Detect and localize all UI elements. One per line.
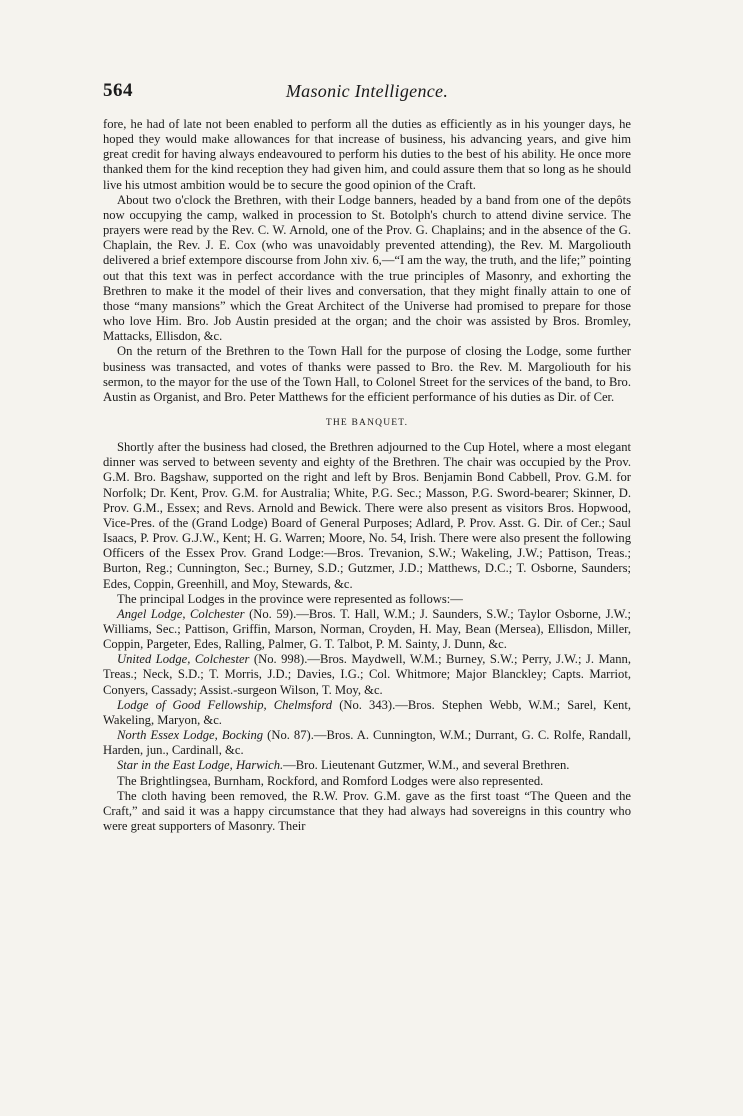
section-heading: THE BANQUET. [325,417,409,428]
article-body [103,117,631,834]
paragraph: Shortly after the business had closed, the Brethren adjourned to the Cup Hotel, where a most elegant dinner was served to between seventy and eighty of the Brethren. The chair was occupied by the Prov. G.M. Bro. Bagshaw, supported on the right and left by Bros. Benjamin Bond Cabbell, Prov. G.M. for Norfolk; Dr. Kent, Prov. G.M. for Australia; White, P.G. Sec.; Masson, P.G. Sword-bearer; Skinner, D. Prov. G.M., Essex; and Revs. Arnold and Bewick. There were also present as visitors Bros. Hopwood, Vice-Pres. of the (Grand Lodge) Board of General Purposes; Adlard, P. Prov. Asst. G. Dir. of Cer.; Saul Isaacs, P. Prov. G.J.W., Kent; H. G. Warren; Moore, No. 54, Irish. There were also present the following Officers of the Essex Prov. Grand Lodge:—Bros. Trevanion, S.W.; Wakeling, J.W.; Pattison, Treas.; Burton, Reg.; Cunnington, Sec.; Burney, S.D.; Gutzmer, J.D.; Matthews, D.C.; T. Osborne, Saunders; Edes, Coppin, Greenhill, and Moy, Stewards, &c. [103,440,631,591]
paragraph: The Brightlingsea, Burnham, Rockford, and Romford Lodges were also represented. [117,773,544,788]
lodge-members: (No. 998).—Bros. Maydwell, W.M.; Burney, S.W.; Perry, J.W.; J. Mann, Treas.; Neck, S.D.; T. Morris, J.D.; Davies, I.G.; Col. Whitmore; Major Blanckley; Capts. Marriot, Conyers, Cassady; Assist.-surgeon Wilson, T. Moy, &c. [103,652,631,697]
lodge-entry [103,607,631,652]
lodge-name: Star in the East Lodge, Harwich. [117,758,284,773]
page-header [103,80,631,104]
lodge-name: Angel Lodge, Colchester [117,606,245,621]
lodge-name: United Lodge, Colchester [117,652,250,667]
lodge-members: (No. 87).—Bros. A. Cunnington, W.M.; Durrant, G. C. Rolfe, Randall, Harden, jun., Cardinall, &c. [103,728,631,758]
lodge-entry [103,758,631,773]
lodge-entry [103,652,631,697]
lodge-members: (No. 59).—Bros. T. Hall, W.M.; J. Saunders, S.W.; Taylor Osborne, J.W.; Williams, Sec.; Pattison, Griffin, Marson, Norman, Croyden, H. May, Bean (Mersea), Ellisdon, Miller, Coppin, Pargeter, Edes, Ralling, Palmer, G. T. Talbot, P. M. Sainty, J. Dunn, &c. [103,606,631,652]
lodge-entry [103,728,631,758]
paragraph: About two o'clock the Brethren, with their Lodge banners, headed by a band from one of the depôts now occupying the camp, walked in procession to St. Botolph's church to attend divine service. The prayers were read by the Rev. C. W. Arnold, one of the Prov. G. Chaplains; and in the absence of the G. Chaplain, the Rev. J. E. Cox (who was unavoidably prevented attending), the Rev. M. Margoliouth delivered a brief extempore discourse from John xiv. 6,—“I am the way, the truth, and the life;” pointing out that this text was in perfect accordance with the true principles of Masonry, and exhorting the Brethren to make it the model of their lives and conversation, that they might finally attain to one of those “many mansions” which the Great Architect of the Universe had promised to prepare for those who love Him. Bro. Job Austin presided at the organ; and the choir was assisted by Bros. Bromley, Mattacks, Ellisdon, &c. [103,192,631,344]
lodge-members: (No. 343).—Bros. Stephen Webb, W.M.; Sarel, Kent, Wakeling, Maryon, &c. [103,697,631,727]
paragraph: fore, he had of late not been enabled to perform all the duties as efficiently as in his younger days, he hoped they would make allowances for that increase of business, his advancing years, and give him great credit for having always endeavoured to perform his duties to the best of his ability. He once more thanked them for the kind reception they had given him, and could assure them that so long as he should live his utmost ambition would be to secure the good opinion of the Craft. [103,117,631,192]
paragraph: The principal Lodges in the province were represented as follows:— [117,591,463,606]
paragraph: On the return of the Brethren to the Town Hall for the purpose of closing the Lodge, some further business was transacted, and votes of thanks were passed to Bro. the Rev. M. Margoliouth for his sermon, to the mayor for the use of the Town Hall, to Colonel Street for the services of the band, to Bro. Austin as Organist, and Bro. Peter Matthews for the efficient performance of his duties as Dir. of Cer. [103,344,631,404]
running-head: Masonic Intelligence. [285,81,449,101]
paragraph: The cloth having been removed, the R.W. Prov. G.M. gave as the first toast “The Queen and the Craft,” and said it was a happy circumstance that they had always had sovereigns in this country who were great supporters of Masonry. Their [103,788,631,834]
lodge-entry [103,698,631,728]
lodge-name: North Essex Lodge, Bocking [117,728,264,743]
lodge-members: —Bro. Lieutenant Gutzmer, W.M., and several Brethren. [283,758,570,773]
lodge-name: Lodge of Good Fellowship, Chelmsford [117,697,333,712]
page-number: 564 [103,80,133,101]
